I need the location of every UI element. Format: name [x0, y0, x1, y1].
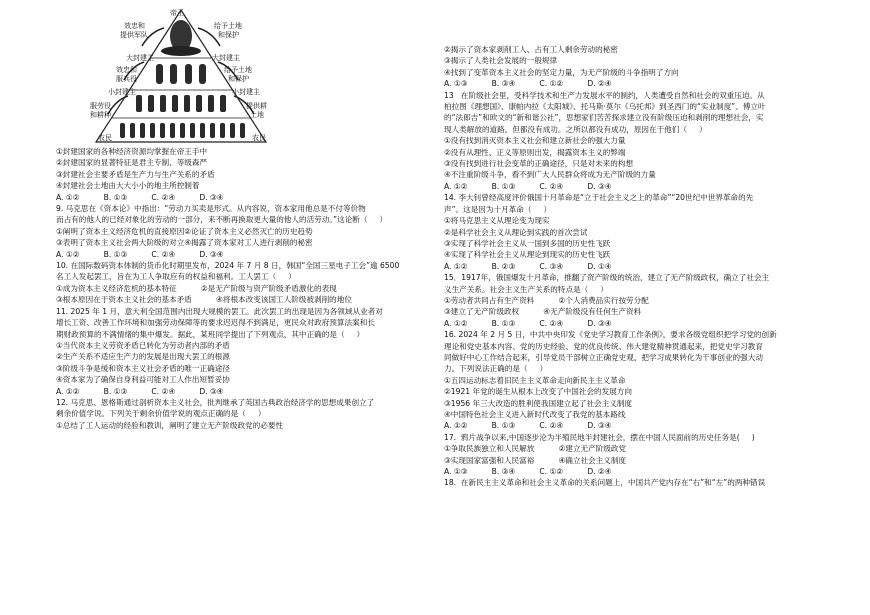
left-line: ③根本原因在于资本主义社会的基本矛盾 ④将根本改变该国工人阶级被剥削的地位 — [56, 295, 352, 305]
right-line: ③没有找到进行社会变革的正确途径，只是对未来的构想 — [444, 159, 634, 169]
right-line: ②是科学社会主义从理论到实践的首次尝试 — [444, 227, 588, 237]
left-line: 剩余价值学说。下列关于剩余价值学说的观点正确的是（ ） — [56, 409, 266, 419]
right-line: ①五四运动标志着旧民主主义革命走向新民主主义革命 — [444, 375, 626, 385]
label-l2b: 服兵役 — [116, 75, 137, 83]
left-line: ④资本家为了确保自身利益可能对工人作出短暂妥协 — [56, 375, 230, 385]
right-line: A. ①② B. ①③ C. ②④ D. ③④ — [444, 318, 612, 328]
left-line: ②封建国家的显著特征是君主专制、等级森严 — [56, 158, 208, 168]
right-line: 柏拉图《理想国》、康帕内拉《太阳城》、托马斯·莫尔《乌托邦》到圣西门的“实业制度”、傅立叶 — [444, 102, 766, 112]
left-line: A. ①② B. ①③ C. ②④ D. ③④ — [56, 249, 224, 259]
label-l3: 服劳役 — [90, 102, 111, 110]
right-line: ③建立了无产阶级政权 ④无产阶级没有任何生产资料 — [444, 307, 642, 317]
right-line: A. ①② B. ①③ C. ②④ D. ③④ — [444, 181, 612, 191]
left-line: ①阐明了资本主义经济危机的直接原因②论证了资本主义必然灭亡的历史趋势 — [56, 226, 313, 236]
right-line: ④实现了科学社会主义从理论到现实的历史性飞跃 — [444, 250, 611, 260]
left-line: 期财政预算的不满情绪的集中爆发。据此，某班同学提出了下列观点，其中正确的是（ ） — [56, 329, 365, 339]
label-big-lord-right: 大封建主 — [212, 54, 240, 62]
right-line: A. ①② B. ①③ C. ②④ D. ③④ — [444, 421, 612, 431]
right-line: ①争取民族独立和人民解放 ②建立无产阶级政党 — [444, 444, 627, 454]
right-line: 16. 2024 年 2 月 5 日，中共中央印发《党史学习教育工作条例》，要求各级党组织把学习党的创新 — [444, 330, 777, 340]
label-big-lord: 大封建主 — [126, 54, 154, 62]
left-line: ③阶级斗争是缓和资本主义社会矛盾的唯一正确途径 — [56, 363, 230, 373]
right-line: 力。下列说法正确的是（ ） — [444, 364, 548, 374]
right-line: 声”。这是因为十月革命（ ） — [444, 204, 552, 214]
right-line: 15．1917年，俄国爆发十月革命，推翻了资产阶级的统治，建立了无产阶级政权，确立了社会主 — [444, 273, 770, 283]
left-text-block — [56, 146, 436, 431]
label-l1b: 提供军队 — [120, 31, 148, 39]
right-line: ④中国特色社会主义进入新时代改变了我党的基本路线 — [444, 410, 626, 419]
label-emperor: 帝王 — [170, 9, 184, 17]
left-column — [56, 0, 436, 431]
left-line: ①总结了工人运动的经验和教训，阐明了建立无产阶级政党的必要性 — [56, 420, 284, 430]
right-line: ③1956 年三大改造的胜利使我国建立起了社会主义制度 — [444, 398, 633, 408]
label-r2: 给予土地 — [224, 66, 252, 74]
right-line: 现人类解放的道路，但都没有成功。之所以都没有成功，原因在于他们（ ） — [444, 124, 707, 134]
right-line: ③实现了科学社会主义从一国到多国的历史性飞跃 — [444, 238, 611, 248]
left-line: ①成为资本主义经济危机的基本特征 ②是无产阶级与资产阶级矛盾激化的表现 — [56, 283, 337, 293]
left-line: 12. 马克思、恩格斯通过剖析资本主义社会，批判继承了英国古典政治经济学的思想成果创立了 — [56, 397, 375, 407]
right-line: ②1921 年党的诞生从根本上改变了中国社会的发展方向 — [444, 387, 633, 397]
label-r1b: 和保护 — [218, 31, 239, 39]
right-line: ④找到了变革资本主义社会的坚定力量，为无产阶级的斗争指明了方向 — [444, 67, 679, 77]
right-line: A. ①③ B. ③④ C. ①② D. ②④ — [444, 467, 612, 477]
label-r3: 提供耕 — [246, 102, 267, 110]
label-l1: 效忠和 — [124, 22, 145, 30]
right-line: A. ①③ B. ③④ C. ①② D. ②④ — [444, 79, 612, 89]
label-mid-lord: 小封建主 — [108, 88, 136, 96]
label-r2b: 和保护 — [228, 75, 249, 83]
label-r3b: 土地 — [250, 111, 264, 119]
right-line: A. ①② B. ②③ C. ③④ D. ①④ — [444, 261, 612, 271]
right-line: 义生产关系。社会主义生产关系的特点是（ ） — [444, 284, 608, 294]
right-line: 理论和党史基本内容、党的历史经验、党的优良传统、伟大建党精神贯通起来，把党史学习教育 — [444, 341, 763, 351]
left-line: 名工人发起罢工，旨在为工人争取应有的权益和福利。工人罢工（ ） — [56, 272, 296, 282]
right-line: 13 在阶级社会里，受科学技术和生产力发展水平的制约，人类遭受自然和社会的双重压迫。从 — [444, 90, 765, 100]
right-line: ②揭示了资本家剥削工人、占有工人剩余劳动的秘密 — [444, 45, 618, 54]
left-line: 9. 马克思在《资本论》中指出：“劳动力买卖是形式。从内容说，资本家用他总是不付等价物 — [56, 204, 366, 214]
left-line: ②生产关系不适应生产力的发展是出现大罢工的根源 — [56, 352, 230, 362]
left-line: ①封建国家的各种经济资源均掌握在帝王手中 — [56, 147, 208, 156]
left-line: ①当代资本主义劳资矛盾已转化为劳动者内部的矛盾 — [56, 340, 230, 350]
left-line: A. ①② B. ①③ C. ②④ D. ③④ — [56, 192, 224, 202]
right-line: ③实现国家富强和人民富裕 ④确立社会主义制度 — [444, 455, 627, 465]
label-l2: 效忠和 — [116, 66, 137, 74]
right-line: ②没有从理性、正义等原则出发，揭露资本主义的弊端 — [444, 147, 626, 157]
right-line: 14. 李大钊曾经高度评价俄国十月革命是“立于社会主义之上的革命”“20世纪中世界革命的先 — [444, 193, 754, 203]
left-line: 10. 在国际数码资本体制的货币化时期里发布，2024 年 7 月 8 日，韩国“全国三星电子工会”逾 6500 — [56, 261, 400, 271]
right-line: ④不注重阶级斗争，看不到广大人民群众将成为无产阶级的力量 — [444, 170, 656, 180]
right-column — [444, 44, 822, 489]
right-line: ③揭示了人类社会发展的一般规律 — [444, 56, 558, 66]
right-line: 同做好中心工作结合起来，引导党员干部树立正确党史观，把学习成果转化为干事创业的强大动 — [444, 352, 763, 362]
left-line: 增长工资、改善工作环境和加强劳动保障等的要求迟迟得不到满足，更民众对政府预算法案和长 — [56, 318, 375, 328]
left-line: ③封建社会主要矛盾是生产力与生产关系的矛盾 — [56, 169, 215, 179]
left-line: ④封建社会土地由大大小小的地主所控制着 — [56, 181, 200, 191]
label-r1: 给予土地 — [214, 22, 242, 30]
left-line: 而占有的他人的已经对象化的劳动的一部分，来不断再换取更大量的他人的活劳动。”这论断（ ） — [56, 215, 388, 225]
right-line: ①劳动者共同占有生产资料 ②个人消费品实行按劳分配 — [444, 295, 649, 305]
label-farmer-left: 农民 — [98, 134, 112, 142]
left-line: A. ①② B. ①③ C. ②④ D. ③④ — [56, 386, 224, 396]
right-line: 18. 在新民主主义革命和社会主义革命的关系问题上，中国共产党内存在“右”和“左”的两种错误 — [444, 478, 766, 488]
left-line: ③表明了资本主义社会两大阶级的对立④揭露了资本家对工人进行剥削的秘密 — [56, 238, 313, 248]
left-line: 11. 2025 年 1 月，意大利全国范围内出现大规模的罢工。此次罢工的出现是因为各领域从业者对 — [56, 306, 383, 316]
right-line: 17. 鸦片战争以来,中国逐步沦为半殖民地半封建社会，摆在中国人民面前的历史任务是( ) — [444, 432, 755, 442]
label-farmer-right: 农民 — [252, 134, 266, 142]
label-small-lord-right: 小封建主 — [232, 88, 260, 96]
right-text-block — [444, 44, 822, 489]
feudal-hierarchy-figure — [86, 6, 276, 146]
right-line: 的“法郎吉”和欧文的“新和谐公社”，思想家们苦苦探求建立没有阶级压迫和剥削的理想社会，实 — [444, 113, 764, 123]
right-line: ①没有找到消灭资本主义社会和建立新社会的强大力量 — [444, 136, 626, 146]
label-l3b: 和耕种 — [90, 111, 111, 119]
right-line: ①将马克思主义从理论变为现实 — [444, 216, 550, 226]
